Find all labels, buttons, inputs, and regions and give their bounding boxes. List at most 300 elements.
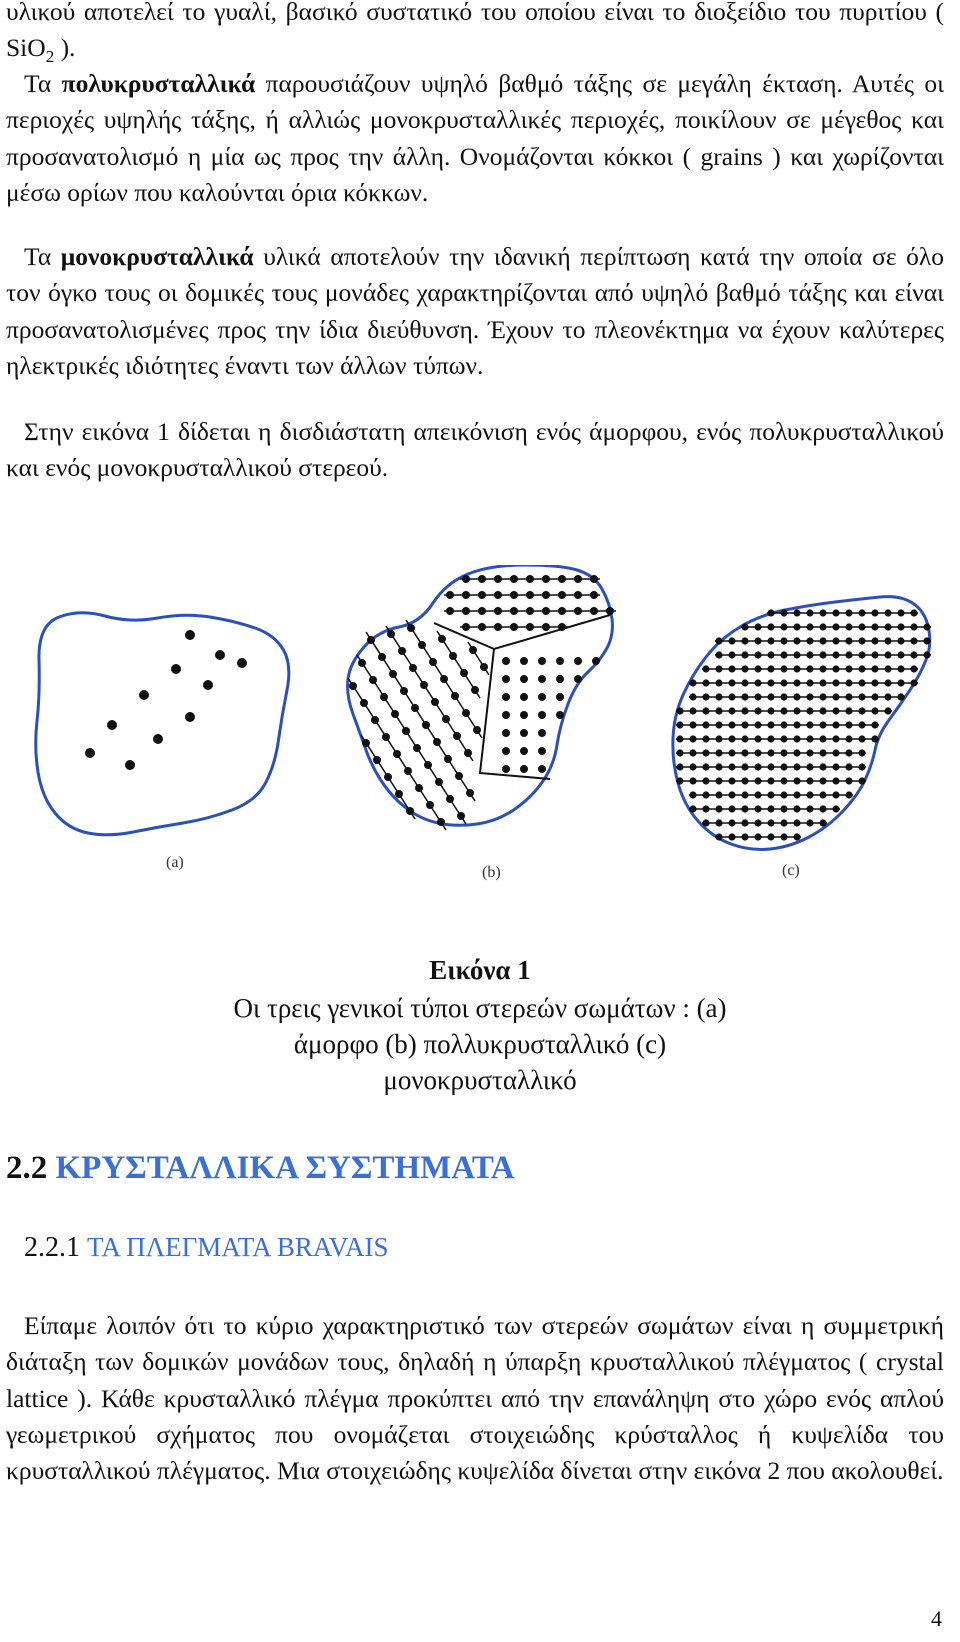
atom-dot [502,657,510,665]
atom-dot [382,733,390,741]
atom-dot [871,665,878,672]
atom-dot [845,763,852,770]
atom-dot [715,763,722,770]
atom-dot [793,721,800,728]
atom-dot [380,693,388,701]
atom-dot [923,637,930,644]
atom-dot [806,763,813,770]
paragraph-lead: Τα [24,242,61,271]
atom-dot [754,763,761,770]
atom-dot [462,607,470,615]
atom-dot [728,819,735,826]
atom-dot [858,609,865,616]
atom-dot [542,623,550,631]
atom-dot [728,791,735,798]
atom-dot [702,805,709,812]
atom-dot [395,790,403,798]
atom-dot [728,665,735,672]
paragraph-polycrystalline [6,66,944,211]
atom-dot [884,623,891,630]
atom-dot [590,575,598,583]
atom-dot [780,693,787,700]
atom-dot [793,623,800,630]
atom-dot [556,675,564,683]
atom-dot [754,693,761,700]
atom-dot [793,637,800,644]
atom-dot [832,805,839,812]
atom-dot [520,657,528,665]
atom-dot [780,735,787,742]
atom-dot [832,721,839,728]
atom-dot [702,665,709,672]
atom-dot [819,693,826,700]
atom-dot [741,763,748,770]
atom-dot [780,665,787,672]
atom-dot [526,623,534,631]
atom-dot [884,693,891,700]
atom-dot [431,698,439,706]
atom-dot [741,665,748,672]
atom-dot [457,812,465,820]
atom-dot [728,763,735,770]
atom-dot [362,739,370,747]
atom-dot [871,721,878,728]
atom-dot [741,777,748,784]
atom-dot [806,749,813,756]
atom-dot [462,575,470,583]
atom-dot [715,777,722,784]
atom-dot [767,819,774,826]
atom-dot [676,777,683,784]
atom-dot [819,665,826,672]
atom-dot [418,641,426,649]
atom-dot [754,749,761,756]
atom-dot [702,819,709,826]
atom-dot [858,651,865,658]
atom-dot [819,651,826,658]
atom-dot [884,651,891,658]
atom-dot [858,665,865,672]
atom-dot [702,735,709,742]
atom-dot [469,646,477,654]
atom-dot [754,833,761,840]
atom-dot [462,709,470,717]
atom-dot [466,789,474,797]
atom-dot [845,637,852,644]
atom-dot [754,777,761,784]
atom-dot [689,679,696,686]
atom-dot [478,607,486,615]
atom-dot [446,795,454,803]
atom-dot [806,693,813,700]
atom-dot [358,659,366,667]
atom-dot [754,623,761,630]
atom-dot [702,693,709,700]
atom-dot [422,721,430,729]
atom-dot [592,657,600,665]
atom-dot [806,623,813,630]
atom-dot [538,747,546,755]
atom-dot [415,784,423,792]
atom-dot [360,699,368,707]
paragraph-amorphous-end [6,0,944,76]
atom-dot [741,721,748,728]
atom-dot [793,791,800,798]
atom-dot [741,805,748,812]
atom-dot [715,637,722,644]
monocrystalline-outline [673,597,930,850]
atom-dot [897,609,904,616]
atom-dot [767,763,774,770]
atom-dot [464,749,472,757]
atom-dot [404,767,412,775]
atom-dot [845,735,852,742]
atom-dot [845,665,852,672]
atom-dot [689,749,696,756]
atom-dot [538,657,546,665]
atom-dot [558,591,566,599]
atom-dot [897,623,904,630]
atom-dot [520,675,528,683]
atom-dot [574,607,582,615]
atom-dot [538,675,546,683]
polycrystalline-solid-drawing [348,565,616,830]
atom-dot [538,765,546,773]
atom-dot [793,665,800,672]
atom-dot [689,735,696,742]
atom-dot [832,791,839,798]
term-monocrystalline: μονοκρυσταλλικά [60,242,254,271]
atom-dot [806,805,813,812]
atom-dot [437,818,445,826]
atom-dot [237,658,247,668]
atom-dot [556,657,564,665]
atom-dot [391,710,399,718]
atom-dot [806,651,813,658]
atom-dot [884,637,891,644]
atom-dot [832,735,839,742]
subsection-number: 2.2.1 [24,1232,87,1263]
atom-dot [520,711,528,719]
atom-dot [689,707,696,714]
atom-dot [806,721,813,728]
atom-dot [819,819,826,826]
atom-dot [689,693,696,700]
atom-dot [574,675,582,683]
atom-dot [407,624,415,632]
atom-dot [424,761,432,769]
atom-dot [871,679,878,686]
atom-dot [171,664,181,674]
atom-dot [715,833,722,840]
paragraph-monocrystalline [6,239,944,384]
atom-dot [574,591,582,599]
atom-dot [125,760,135,770]
atom-dot [910,637,917,644]
atom-dot [502,729,510,737]
paragraph-lead: Τα [24,69,62,98]
atom-dot [767,665,774,672]
atom-dot [402,727,410,735]
atom-dot [590,591,598,599]
atom-dot [897,637,904,644]
atom-dot [676,763,683,770]
atom-dot [702,749,709,756]
atom-dot [420,681,428,689]
atom-dot [715,735,722,742]
atom-dot [728,721,735,728]
atom-dot [884,679,891,686]
atom-dot [767,833,774,840]
atom-dot [793,693,800,700]
atom-dot [435,778,443,786]
atom-dot [819,763,826,770]
atom-dot [520,729,528,737]
atom-dot [460,669,468,677]
atom-dot [453,732,461,740]
atom-dot [793,833,800,840]
atom-dot [702,679,709,686]
atom-dot [767,805,774,812]
atom-dot [728,749,735,756]
figure-label-c: (c) [782,862,800,879]
atom-dot [689,805,696,812]
atom-dot [741,819,748,826]
atom-dot [702,791,709,798]
atom-dot [845,623,852,630]
atom-dot [767,707,774,714]
atom-dot [845,693,852,700]
atom-dot [538,711,546,719]
atom-dot [741,637,748,644]
atom-dot [780,791,787,798]
atom-dot [728,693,735,700]
atom-dot [871,623,878,630]
atom-dot [819,791,826,798]
atom-dot [858,749,865,756]
atom-dot [480,663,488,671]
atom-dot [845,651,852,658]
atom-dot [728,651,735,658]
atom-dot [819,749,826,756]
atom-dot [462,591,470,599]
atom-dot [715,749,722,756]
atom-dot [478,591,486,599]
atom-dot [793,749,800,756]
paragraph-figure-intro: Στην εικόνα 1 δίδεται η δισδιάστατη απεικόνιση ενός άμορφου, ενός πολυκρυσταλλικού και ενός μονοκρυσταλλικού στερεού. [6,417,944,483]
atom-dot [676,707,683,714]
atom-dot [502,693,510,701]
atom-dot [389,670,397,678]
section-number: 2.2 [6,1150,56,1186]
atom-dot [473,726,481,734]
atom-dot [502,675,510,683]
atom-dot [832,693,839,700]
atom-dot [780,623,787,630]
atom-dot [702,707,709,714]
amorphous-solid-drawing [36,613,289,835]
atom-dot [510,591,518,599]
atom-dot [819,623,826,630]
atom-dot [910,665,917,672]
atom-dot [884,609,891,616]
atom-dot [767,623,774,630]
atom-dot [871,707,878,714]
atom-dot [806,791,813,798]
atom-dot [754,819,761,826]
atom-dot [442,715,450,723]
atom-dot [806,819,813,826]
atom-dot [767,749,774,756]
atom-dot [494,575,502,583]
atom-dot [471,686,479,694]
atom-dot [526,575,534,583]
atom-dot [845,609,852,616]
atom-dot [689,721,696,728]
atom-dot [715,819,722,826]
atom-dot [741,749,748,756]
atom-dot [542,591,550,599]
atom-dot [367,636,375,644]
atom-dot [433,738,441,746]
atom-dot [556,693,564,701]
atom-dot [832,763,839,770]
atom-dot [349,682,357,690]
figure-caption-text [0,990,960,1098]
atom-dot [832,623,839,630]
atom-dot [910,651,917,658]
atom-dot [398,647,406,655]
atom-dot [884,707,891,714]
atom-dot [400,687,408,695]
atom-dot [715,707,722,714]
atom-dot [884,665,891,672]
atom-dot [806,777,813,784]
atom-dot [715,665,722,672]
atom-dot [558,575,566,583]
atom-dot [153,734,163,744]
atom-dot [780,651,787,658]
atom-dot [689,791,696,798]
atom-dot [574,575,582,583]
atom-dot [215,650,225,660]
atom-dot [832,637,839,644]
atom-dot [780,833,787,840]
atom-dot [858,777,865,784]
atom-dot [845,749,852,756]
atom-dot [793,805,800,812]
atom-dot [715,791,722,798]
atom-dot [107,720,117,730]
atom-dot [819,707,826,714]
atom-dot [373,756,381,764]
atom-dot [754,721,761,728]
atom-dot [728,707,735,714]
caption-text: Οι τρεις γενικοί τύποι στερεών σωμάτων : (a) άμορφο (b) πολλυκρυσταλλικό (c) μονοκρυσταλλικό [233,993,727,1095]
atom-dot [754,707,761,714]
atom-dot [478,623,486,631]
atom-dot [806,609,813,616]
atom-dot [793,735,800,742]
atom-dot [767,637,774,644]
atom-dot [858,637,865,644]
atom-dot [897,693,904,700]
atom-dot [923,651,930,658]
atom-dot [728,833,735,840]
atom-dot [502,765,510,773]
atom-dot [910,623,917,630]
grain-boundary [434,615,610,649]
atom-dot [793,609,800,616]
atom-dot [871,735,878,742]
atom-dot [741,651,748,658]
atom-dot [897,651,904,658]
atom-dot [438,635,446,643]
paragraph-bravais: Είπαμε λοιπόν ότι το κύριο χαρακτηριστικό των στερεών σωμάτων είναι η συμμετρική διάταξη των δομικών μονάδων τους, δηλαδή η ύπαρξη κρυσταλλικού πλέγματος ( crystal lattice ). Κάθε κρυσταλλικό πλέγμα προκύπτει από την επανάληψη στο χώρο ενός απλού γεωμετρικού σχήματος που ονομάζεται στοιχειώδης κρύσταλλος ή κυψελίδα του κρυσταλλικού πλέγματος. Μια στοιχειώδης κυψελίδα δίνεται στην εικόνα 2 που ακολουθεί. [6,1311,944,1486]
atom-dot [606,607,614,615]
atom-dot [858,721,865,728]
atom-dot [728,777,735,784]
atom-dot [780,679,787,686]
atom-dot [384,773,392,781]
atom-dot [923,623,930,630]
atom-dot [832,651,839,658]
atom-dot [426,801,434,809]
section-heading [6,1150,515,1187]
atom-dot [728,637,735,644]
atom-dot [558,607,566,615]
atom-dot [819,721,826,728]
atom-dot [832,679,839,686]
atom-dot [754,735,761,742]
subscript-2: 2 [45,47,55,67]
atom-dot [832,707,839,714]
atom-dot [780,777,787,784]
atom-dot [910,679,917,686]
atom-dot [832,777,839,784]
atom-dot [754,637,761,644]
atom-dot [462,623,470,631]
atom-dot [413,744,421,752]
atom-dot [590,607,598,615]
atom-dot [819,777,826,784]
atom-dot [793,763,800,770]
atom-dot [556,711,564,719]
term-polycrystalline: πολυκρυσταλλικά [61,69,256,98]
atom-dot [754,665,761,672]
atom-dot [369,676,377,684]
atom-dot [451,692,459,700]
atom-dot [676,735,683,742]
atom-dot [871,651,878,658]
atom-dot [780,805,787,812]
atom-dot [715,805,722,812]
atom-dot [754,679,761,686]
atom-dot [502,711,510,719]
subsection-heading [24,1232,388,1264]
atom-dot [455,772,463,780]
atom-dot [793,819,800,826]
section-title: ΚΡΥΣΤΑΛΛΙΚΑ ΣΥΣΤΗΜΑΤΑ [55,1150,515,1186]
atom-dot [510,623,518,631]
subsection-title: ΤΑ ΠΛΕΓΜΑΤΑ BRAVAIS [87,1232,389,1262]
atom-dot [767,721,774,728]
atom-dot [858,623,865,630]
atom-dot [494,591,502,599]
paragraph-rest: υλικά αποτελούν την ιδανική περίπτωση κατά την οποία σε όλο τον όγκο τους οι δομικές τους μονάδες χαρακτηρίζονται από υψηλό βαθμό τάξης και είναι προσανατολισμένες προς την ίδια διεύθυνση. Έχουν το πλεονέκτημα να έχουν καλύτερες ηλεκτρικές ιδιότητες έναντι των άλλων τύπων. [6,242,944,380]
atom-dot [871,693,878,700]
atom-dot [754,651,761,658]
